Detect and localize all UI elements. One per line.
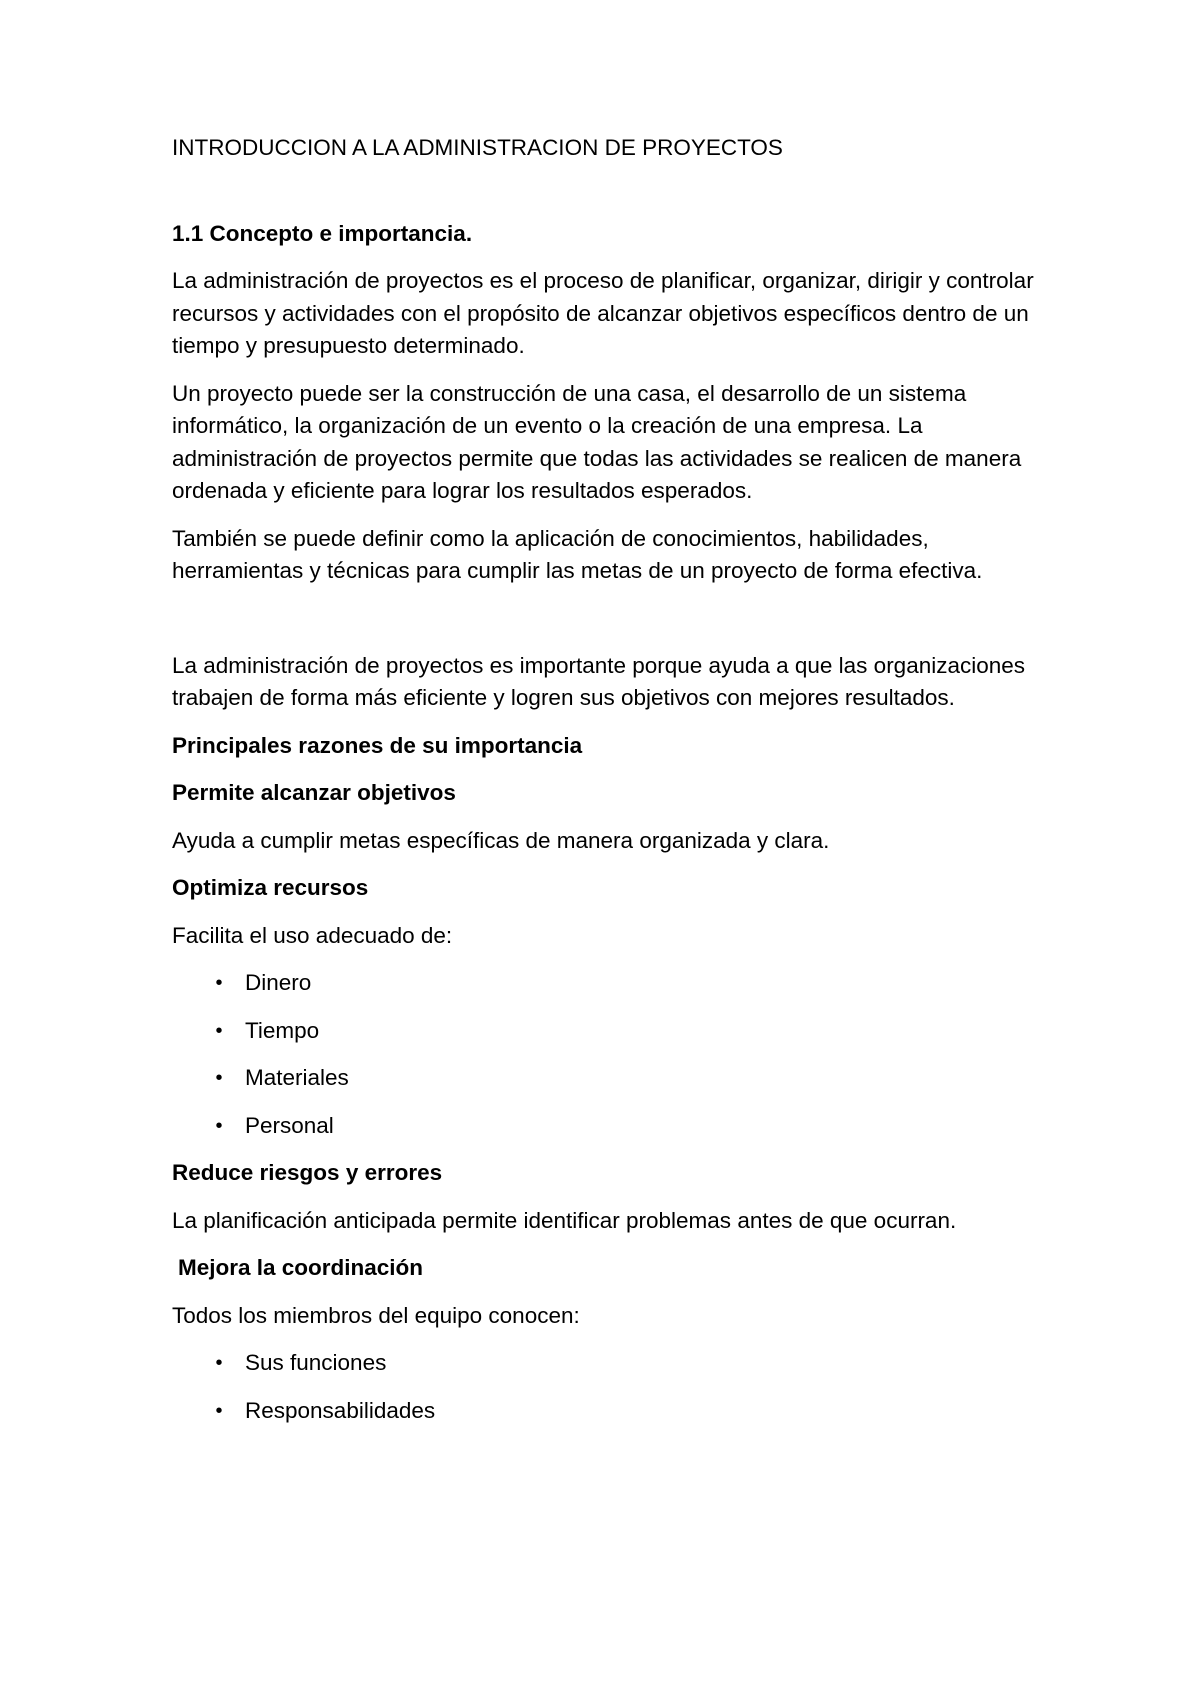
list-item-label: Tiempo xyxy=(245,1017,320,1043)
list-item-label: Materiales xyxy=(245,1065,349,1090)
list-item xyxy=(172,1395,1052,1428)
bullet-list-recursos xyxy=(172,967,1052,1142)
reason-title-riesgos: Reduce riesgos y errores xyxy=(172,1160,443,1185)
list-item-label: Sus funciones xyxy=(245,1350,387,1375)
list-item xyxy=(172,1062,1052,1095)
list-item xyxy=(172,1015,1052,1048)
list-item-label: Responsabilidades xyxy=(245,1397,436,1423)
bullet-icon: • xyxy=(215,1399,223,1422)
reason-title-objetivos: Permite alcanzar objetivos xyxy=(172,780,456,805)
reason-text-coordinacion: Todos los miembros del equipo conocen: xyxy=(172,1302,580,1328)
section-heading-concepto: 1.1 Concepto e importancia. xyxy=(172,220,473,246)
document-title: INTRODUCCION A LA ADMINISTRACION DE PROYECTOS xyxy=(172,135,783,160)
paragraph-definicion: La administración de proyectos es el proceso de planificar, organizar, dirigir y controlar recursos y actividades con el propósito de alcanzar objetivos específicos dentro de un tiempo y presupuesto determinado. xyxy=(172,268,1034,358)
reason-text-recursos: Facilita el uso adecuado de: xyxy=(172,922,453,948)
bullet-icon: • xyxy=(215,972,223,994)
reason-title-recursos: Optimiza recursos xyxy=(172,875,369,900)
list-item xyxy=(172,1110,1052,1143)
paragraph-importancia: La administración de proyectos es importante porque ayuda a que las organizaciones trabajen de forma más eficiente y logren sus objetivos con mejores resultados. xyxy=(172,652,1026,710)
spacer xyxy=(172,603,1052,650)
paragraph-aplicacion: También se puede definir como la aplicación de conocimientos, habilidades, herramientas y técnicas para cumplir las metas de un proyecto de forma efectiva. xyxy=(172,525,983,583)
reasons-heading: Principales razones de su importancia xyxy=(172,732,583,758)
bullet-icon: • xyxy=(215,1019,223,1042)
list-item-label: Personal xyxy=(245,1112,334,1138)
list-item-label: Dinero xyxy=(245,970,312,995)
bullet-list-coordinacion xyxy=(172,1347,1052,1427)
reason-text-riesgos: La planificación anticipada permite identificar problemas antes de que ocurran. xyxy=(172,1207,957,1233)
paragraph-ejemplos: Un proyecto puede ser la construcción de una casa, el desarrollo de un sistema informático, la organización de un evento o la creación de una empresa. La administración de proyectos permite que todas las actividades se realicen de manera ordenada y eficiente para lograr los resultados esperados. xyxy=(172,380,1022,503)
bullet-icon: • xyxy=(215,1352,223,1374)
list-item xyxy=(172,967,1052,1000)
reason-title-coordinacion: Mejora la coordinación xyxy=(178,1255,424,1280)
reason-text-objetivos: Ayuda a cumplir metas específicas de manera organizada y clara. xyxy=(172,827,830,853)
bullet-icon: • xyxy=(215,1114,223,1137)
document-page xyxy=(172,132,1052,1442)
list-item xyxy=(172,1347,1052,1380)
bullet-icon: • xyxy=(215,1067,223,1089)
